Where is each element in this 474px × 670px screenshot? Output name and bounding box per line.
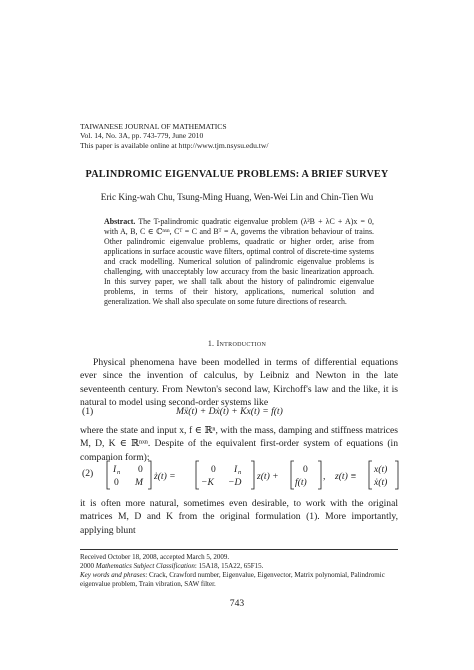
eq2-I-n-2: I	[234, 464, 238, 475]
eq2-x: x(t)	[374, 464, 388, 475]
eq2-minus-K: −K	[201, 477, 214, 488]
eq2-sub-n-2: n	[238, 469, 242, 476]
eq2-zdot: ż(t) =	[154, 471, 176, 482]
body-paragraph-3: it is often more natural, sometimes even desirable, to work with the original matrices M, D and K from the original formulation (1). More importantly, applying blunt	[80, 498, 398, 536]
msc-prefix: 2000	[80, 561, 96, 570]
eq2-xdot: ẋ(t)	[374, 477, 388, 488]
footnote-received: Received October 18, 2008, accepted March 5, 2009.	[80, 553, 230, 561]
paper-title: PALINDROMIC EIGENVALUE PROBLEMS: A BRIEF SURVEY	[85, 169, 389, 180]
footnotes	[80, 553, 398, 589]
journal-name: TAIWANESE JOURNAL OF MATHEMATICS	[80, 122, 227, 131]
abstract-text-2: Other palindromic eigenvalue problems, quadratic or higher order, arise from applications in surface acoustic wave filters, optimal control of discrete-time systems and crack modelling. Numerical solution of palindromic eigenvalue problems is challenging, with unacceptably low accuracy from the basic linearization approach. In this survey paper, we shall talk about the history of palindromic eigenvalue problems, in terms of their history, applications, numerical solution and generalization. We shall also speculate on some future directions of research.	[104, 236, 374, 306]
keywords-value: : Crack, Crawford number, Eigenvalue, Eigenvector, Matrix polynomial, Palindromic eigenvalue problem, Train vibration, SAW filter.	[80, 570, 385, 588]
keywords-label: Key words and phrases	[80, 570, 146, 579]
eq2-zt: z(t) +	[257, 471, 279, 482]
eq2-M: M	[135, 477, 143, 488]
page-number: 743	[229, 598, 245, 609]
eq2-zero-1: 0	[138, 464, 143, 475]
eq2-comma: ,	[323, 471, 326, 482]
abstract-label: Abstract.	[104, 217, 136, 226]
equation-1: Mẍ(t) + Dẋ(t) + Kx(t) = f(t)	[176, 406, 283, 417]
eq2-minus-D: −D	[228, 477, 242, 488]
equation-2	[104, 458, 404, 492]
eq2-z-def: z(t) ≡	[335, 471, 357, 482]
section-title: Introduction	[216, 339, 267, 348]
journal-volume: Vol. 14, No. 3A, pp. 743-779, June 2010	[80, 131, 204, 141]
msc-label: Mathematics Subject Classification	[95, 561, 195, 570]
paper-authors: Eric King-wah Chu, Tsung-Ming Huang, Wen-Wei Lin and Chin-Tien Wu	[100, 192, 374, 202]
journal-availability: This paper is available online at http://www.tjm.nsysu.edu.tw/	[80, 140, 269, 150]
eq2-zero-4: 0	[303, 464, 308, 475]
footnote-keywords	[80, 571, 398, 589]
section-number: 1.	[207, 339, 215, 348]
body-paragraph-2: where the state and input x, f ∈ ℝⁿ, with the mass, damping and stiffness matrices M, D, K ∈ ℝⁿˣⁿ. Despite of the equivalent first-order system of equations (in companion form):	[80, 425, 398, 463]
section-heading	[0, 339, 474, 348]
journal-header	[80, 122, 268, 150]
eq2-sub-n-1: n	[117, 469, 121, 476]
body-paragraph-1: Physical phenomena have been modelled in terms of differential equations ever since the invention of calculus, by Leibniz and Newton in the late seventeenth century. From Newton's second law, Kirchoff's law and the like, it is natural to model using second-order systems like	[80, 357, 398, 408]
abstract	[104, 217, 374, 307]
equation-2-number: (2)	[82, 468, 94, 479]
eq2-f: f(t)	[295, 477, 307, 488]
footnote-rule	[80, 549, 398, 550]
equation-1-number: (1)	[82, 406, 94, 417]
abstract-text-1: The T-palindromic quadratic eigenvalue problem (λ²B + λC + A)x = 0, with A, B, C ∈ ℂⁿˣⁿ, Cᵀ = C and Bᵀ = A, governs the vibration behaviour of trains.	[104, 217, 374, 236]
eq2-zero-3: 0	[211, 464, 216, 475]
msc-value: : 15A18, 15A22, 65F15.	[194, 561, 264, 570]
eq2-I-n-1: I	[113, 464, 117, 475]
footnote-msc	[80, 562, 398, 571]
eq2-zero-2: 0	[114, 477, 119, 488]
